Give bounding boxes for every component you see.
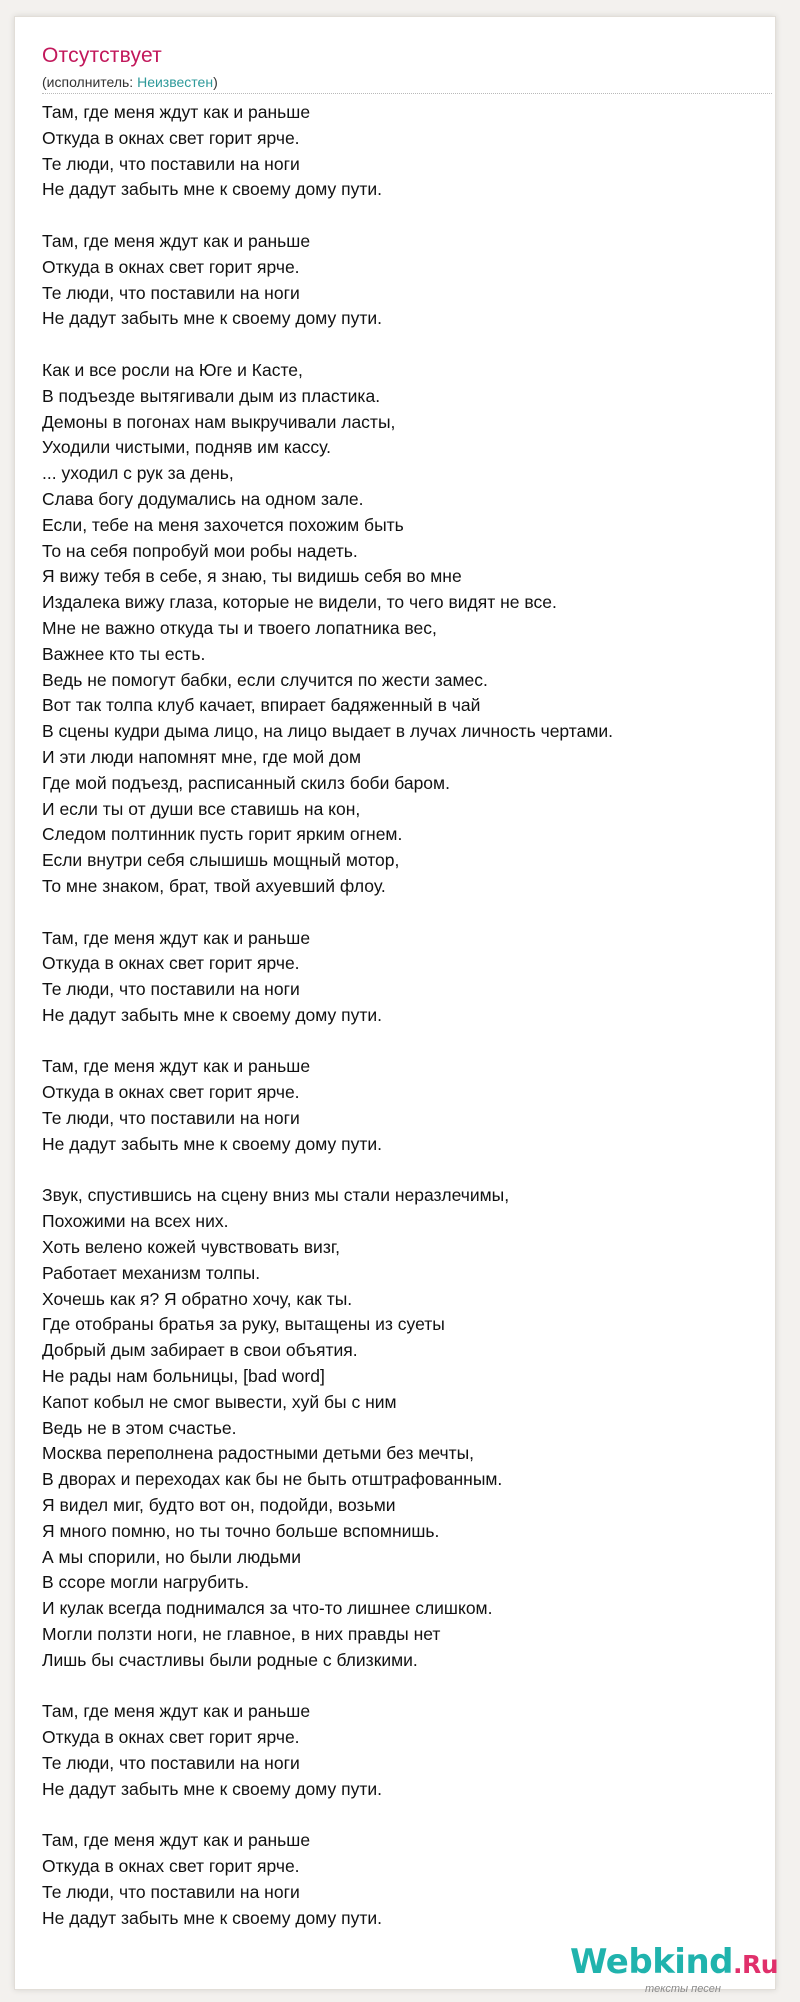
lyric-line: Лишь бы счастливы были родные с близкими. [42,1649,418,1670]
logo-wordmark [570,1942,778,1982]
lyric-line: Как и все росли на Юге и Касте, [42,359,303,380]
lyric-line: Те люди, что поставили на ноги [42,979,300,1000]
lyric-line: Я видел миг, будто вот он, подойди, возьми [42,1495,396,1516]
lyric-line: Не дадут забыть мне к своему дому пути. [42,1778,382,1799]
lyric-line: Откуда в окнах свет горит ярче. [42,256,300,277]
lyric-line: Я вижу тебя в себе, я знаю, ты видишь себя во мне [42,566,462,587]
lyric-line: И если ты от души все ставишь на кон, [42,798,361,819]
lyric-line: Не дадут забыть мне к своему дому пути. [42,1907,382,1928]
lyric-line: Откуда в окнах свет горит ярче. [42,1856,300,1877]
lyric-line: Там, где меня ждут как и раньше [42,927,311,948]
lyric-line: Если, тебе на меня захочется похожим быть [42,514,404,535]
lyric-line: Слава богу додумались на одном зале. [42,488,364,509]
lyric-line: Откуда в окнах свет горит ярче. [42,127,300,148]
lyric-line: Не рады нам больницы, [bad word] [42,1366,325,1387]
lyric-line: И кулак всегда поднимался за что-то лишнее слишком. [42,1598,493,1619]
lyric-line: В дворах и переходах как бы не быть отштрафованным. [42,1469,503,1490]
logo-tagline: тексты песен [645,1983,721,1995]
lyric-line: Звук, спустившись на сцену вниз мы стали неразлечимы, [42,1185,510,1206]
lyric-line: Важнее кто ты есть. [42,643,206,664]
lyric-line: Хоть велено кожей чувствовать визг, [42,1237,340,1258]
lyrics-stanza [42,1183,772,1673]
lyric-line: Там, где меня ждут как и раньше [42,1056,311,1077]
lyric-line: В сцены кудри дыма лицо, на лицо выдает в лучах личность чертами. [42,721,613,742]
lyric-line: Где мой подъезд, расписанный скилз боби баром. [42,772,450,793]
lyric-line: Добрый дым забирает в свои объятия. [42,1340,358,1361]
lyric-line: Ведь не в этом счастье. [42,1417,237,1438]
lyric-line: То мне знаком, брат, твой ахуевший флоу. [42,875,386,896]
lyric-line: То на себя попробуй мои робы надеть. [42,540,358,561]
lyric-line: Откуда в окнах свет горит ярче. [42,1727,300,1748]
lyric-line: ... уходил с рук за день, [42,463,234,484]
lyric-line: Те люди, что поставили на ноги [42,1753,300,1773]
song-title: Отсутствует [42,44,162,67]
lyric-line: Те люди, что поставили на ноги [42,153,300,174]
lyric-line: Капот кобыл не смог вывести, хуй бы с ним [42,1391,397,1412]
lyric-line: Если внутри себя слышишь мощный мотор, [42,850,400,871]
lyric-line: Не дадут забыть мне к своему дому пути. [42,1004,382,1025]
lyric-line: Я много помню, но ты точно больше вспомнишь. [42,1520,440,1541]
webkind-logo[interactable] [570,1942,779,1998]
lyric-line: Откуда в окнах свет горит ярче. [42,1082,300,1103]
lyric-line: Не дадут забыть мне к своему дому пути. [42,1133,382,1154]
lyric-line: А мы спорили, но были людьми [42,1546,301,1567]
lyric-line: Не дадут забыть мне к своему дому пути. [42,308,382,329]
lyric-line: Где отобраны братья за руку, вытащены из суеты [42,1314,445,1335]
artist-link[interactable]: Неизвестен [137,74,214,90]
lyric-line: Могли ползти ноги, не главное, в них правды нет [42,1624,441,1645]
lyric-line: Москва переполнена радостными детьми без мечты, [42,1443,475,1464]
lyrics-stanza [42,100,772,203]
artist-line [42,74,218,90]
lyric-line: И эти люди напомнят мне, где мой дом [42,746,362,767]
lyric-line: Уходили чистыми, подняв им кассу. [42,437,331,458]
title-divider [42,93,772,94]
lyric-line: В подъезде вытягивали дым из пластика. [42,385,381,406]
lyric-line: Там, где меня ждут как и раньше [42,102,311,122]
lyrics-stanza [42,1699,772,1802]
lyric-line: Не дадут забыть мне к своему дому пути. [42,179,382,200]
artist-suffix: ) [213,74,218,90]
lyric-line: Те люди, что поставили на ноги [42,1108,300,1129]
lyric-line: Следом полтинник пусть горит ярким огнем. [42,824,403,845]
lyrics-stanza [42,926,772,1029]
lyrics-stanza [42,229,772,332]
lyric-line: Издалека вижу глаза, которые не видели, то чего видят не все. [42,592,557,613]
lyric-line: Там, где меня ждут как и раньше [42,230,311,251]
lyric-line: Те люди, что поставили на ноги [42,1881,300,1902]
lyrics-stanza [42,358,772,900]
lyrics-body [42,100,772,1957]
lyric-line: Те люди, что поставили на ноги [42,282,300,303]
lyric-line: Там, где меня ждут как и раньше [42,1830,311,1851]
lyric-line: Откуда в окнах свет горит ярче. [42,953,300,974]
lyric-line: В ссоре могли нагрубить. [42,1572,249,1593]
lyrics-card [14,16,779,1990]
lyric-line: Мне не важно откуда ты и твоего лопатника вес, [42,617,437,638]
lyric-line: Похожими на всех них. [42,1211,229,1232]
lyric-line: Демоны в погонах нам выкручивали ласты, [42,411,396,432]
lyrics-stanza [42,1054,772,1157]
lyric-line: Работает механизм толпы. [42,1262,261,1283]
lyric-line: Хочешь как я? Я обратно хочу, как ты. [42,1288,353,1309]
logo-name: Webkind [570,1942,733,1982]
lyrics-stanza [42,1828,772,1931]
lyric-line: Вот так толпа клуб качает, впирает бадяженный в чай [42,695,481,716]
lyric-line: Ведь не помогут бабки, если случится по жести замес. [42,669,488,690]
artist-prefix: (исполнитель: [42,74,138,90]
lyric-line: Там, где меня ждут как и раньше [42,1701,311,1722]
logo-tld: .Ru [733,1950,779,1979]
